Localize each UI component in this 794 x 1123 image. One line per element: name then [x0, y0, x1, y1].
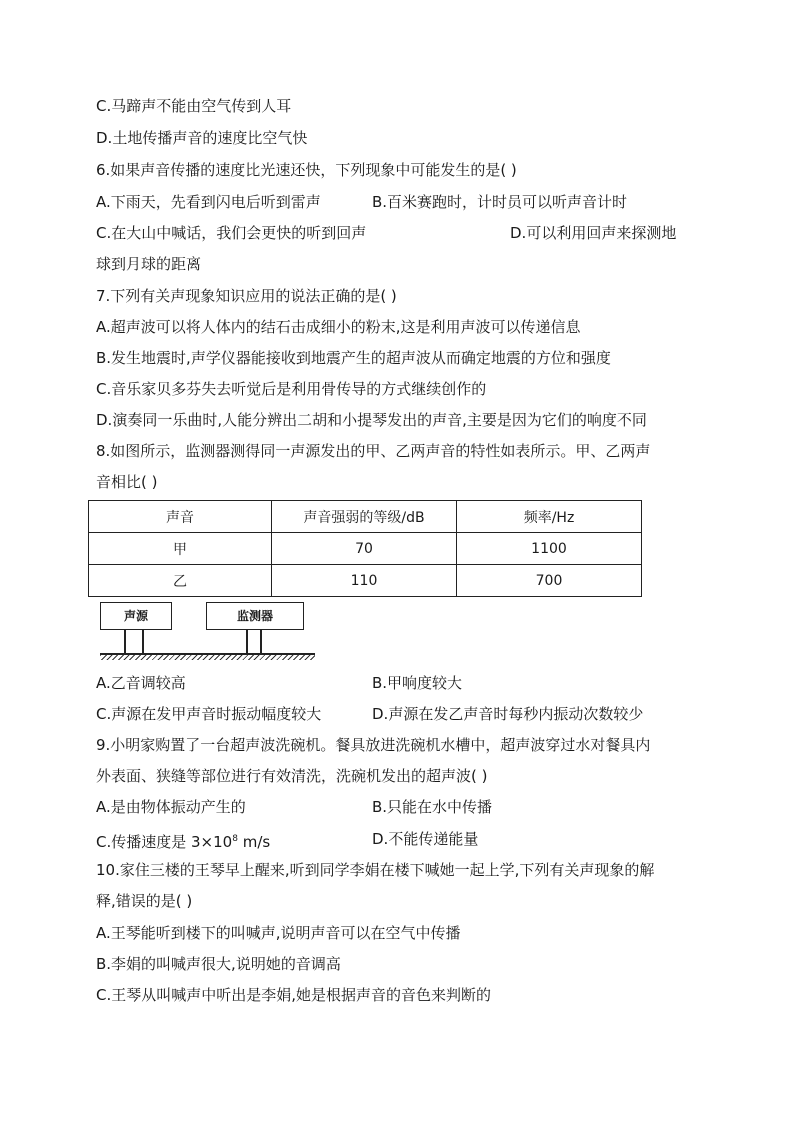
table-header: 频率/Hz	[457, 501, 642, 533]
source-leg	[124, 629, 126, 653]
option-text: C.在大山中喊话，我们会更快的听到回声	[96, 224, 367, 242]
table-row	[89, 533, 642, 565]
question-10: 10.家住三楼的王琴早上醒来,听到同学李娟在楼下喊她一起上学,下列有关声现象的解	[96, 861, 655, 879]
table-cell: 1100	[457, 533, 642, 565]
sound-property-table	[88, 500, 642, 597]
option-text: B.李娟的叫喊声很大,说明她的音调高	[96, 955, 341, 973]
option-text: 球到月球的距离	[96, 255, 202, 273]
option-text: C.马蹄声不能由空气传到人耳	[96, 97, 292, 115]
question-9: 9.小明家购置了一台超声波洗碗机。餐具放进洗碗机水槽中，超声波穿过水对餐具内	[96, 736, 651, 754]
option-text: D.不能传递能量	[372, 830, 479, 848]
table-header-row	[89, 501, 642, 533]
table-cell: 700	[457, 565, 642, 597]
table-cell: 甲	[89, 533, 272, 565]
option-text: D.可以利用回声来探测地	[510, 224, 677, 242]
table-row	[89, 565, 642, 597]
question-8: 8.如图所示，监测器测得同一声源发出的甲、乙两声音的特性如表所示。甲、乙两声	[96, 442, 651, 460]
option-text: A.乙音调较高	[96, 674, 186, 692]
option-text: B.百米赛跑时，计时员可以听声音计时	[372, 193, 628, 211]
speed-exponent: 8	[232, 834, 238, 844]
table-header: 声音强弱的等级/dB	[272, 501, 457, 533]
option-text: C.王琴从叫喊声中听出是李娟,她是根据声音的音色来判断的	[96, 986, 492, 1004]
monitor-leg	[246, 629, 248, 653]
table-cell: 乙	[89, 565, 272, 597]
option-text: B.发生地震时,声学仪器能接收到地震产生的超声波从而确定地震的方位和强度	[96, 349, 611, 367]
table-header: 声音	[89, 501, 272, 533]
monitor-leg	[260, 629, 262, 653]
option-text: A.是由物体振动产生的	[96, 798, 246, 816]
ground-hatch	[100, 655, 315, 660]
source-monitor-diagram	[100, 598, 315, 662]
option-text: D.声源在发乙声音时每秒内振动次数较少	[372, 705, 644, 723]
option-text: A.下雨天，先看到闪电后听到雷声	[96, 193, 321, 211]
question-6: 6.如果声音传播的速度比光速还快，下列现象中可能发生的是( )	[96, 161, 517, 179]
question-8-cont: 音相比( )	[96, 473, 158, 491]
table-cell: 110	[272, 565, 457, 597]
question-7: 7.下列有关声现象知识应用的说法正确的是( )	[96, 287, 397, 305]
option-text: B.只能在水中传播	[372, 798, 493, 816]
option-text: A.超声波可以将人体内的结石击成细小的粉末,这是利用声波可以传递信息	[96, 318, 581, 336]
sound-source-box: 声源	[100, 602, 172, 630]
option-text-speed	[96, 829, 270, 852]
option-text: C.声源在发甲声音时振动幅度较大	[96, 705, 322, 723]
speed-prefix: C.传播速度是 3×10	[96, 833, 233, 851]
speed-unit: m/s	[237, 833, 271, 851]
option-text: D.土地传播声音的速度比空气快	[96, 129, 308, 147]
option-text: D.演奏同一乐曲时,人能分辨出二胡和小提琴发出的声音,主要是因为它们的响度不同	[96, 411, 647, 429]
source-leg	[142, 629, 144, 653]
table-cell: 70	[272, 533, 457, 565]
monitor-box: 监测器	[206, 602, 304, 630]
option-text: C.音乐家贝多芬失去听觉后是利用骨传导的方式继续创作的	[96, 380, 487, 398]
option-text: B.甲响度较大	[372, 674, 463, 692]
option-text: A.王琴能听到楼下的叫喊声,说明声音可以在空气中传播	[96, 924, 461, 942]
question-10-cont: 释,错误的是( )	[96, 892, 193, 910]
question-9-cont: 外表面、狭缝等部位进行有效清洗，洗碗机发出的超声波( )	[96, 767, 488, 785]
